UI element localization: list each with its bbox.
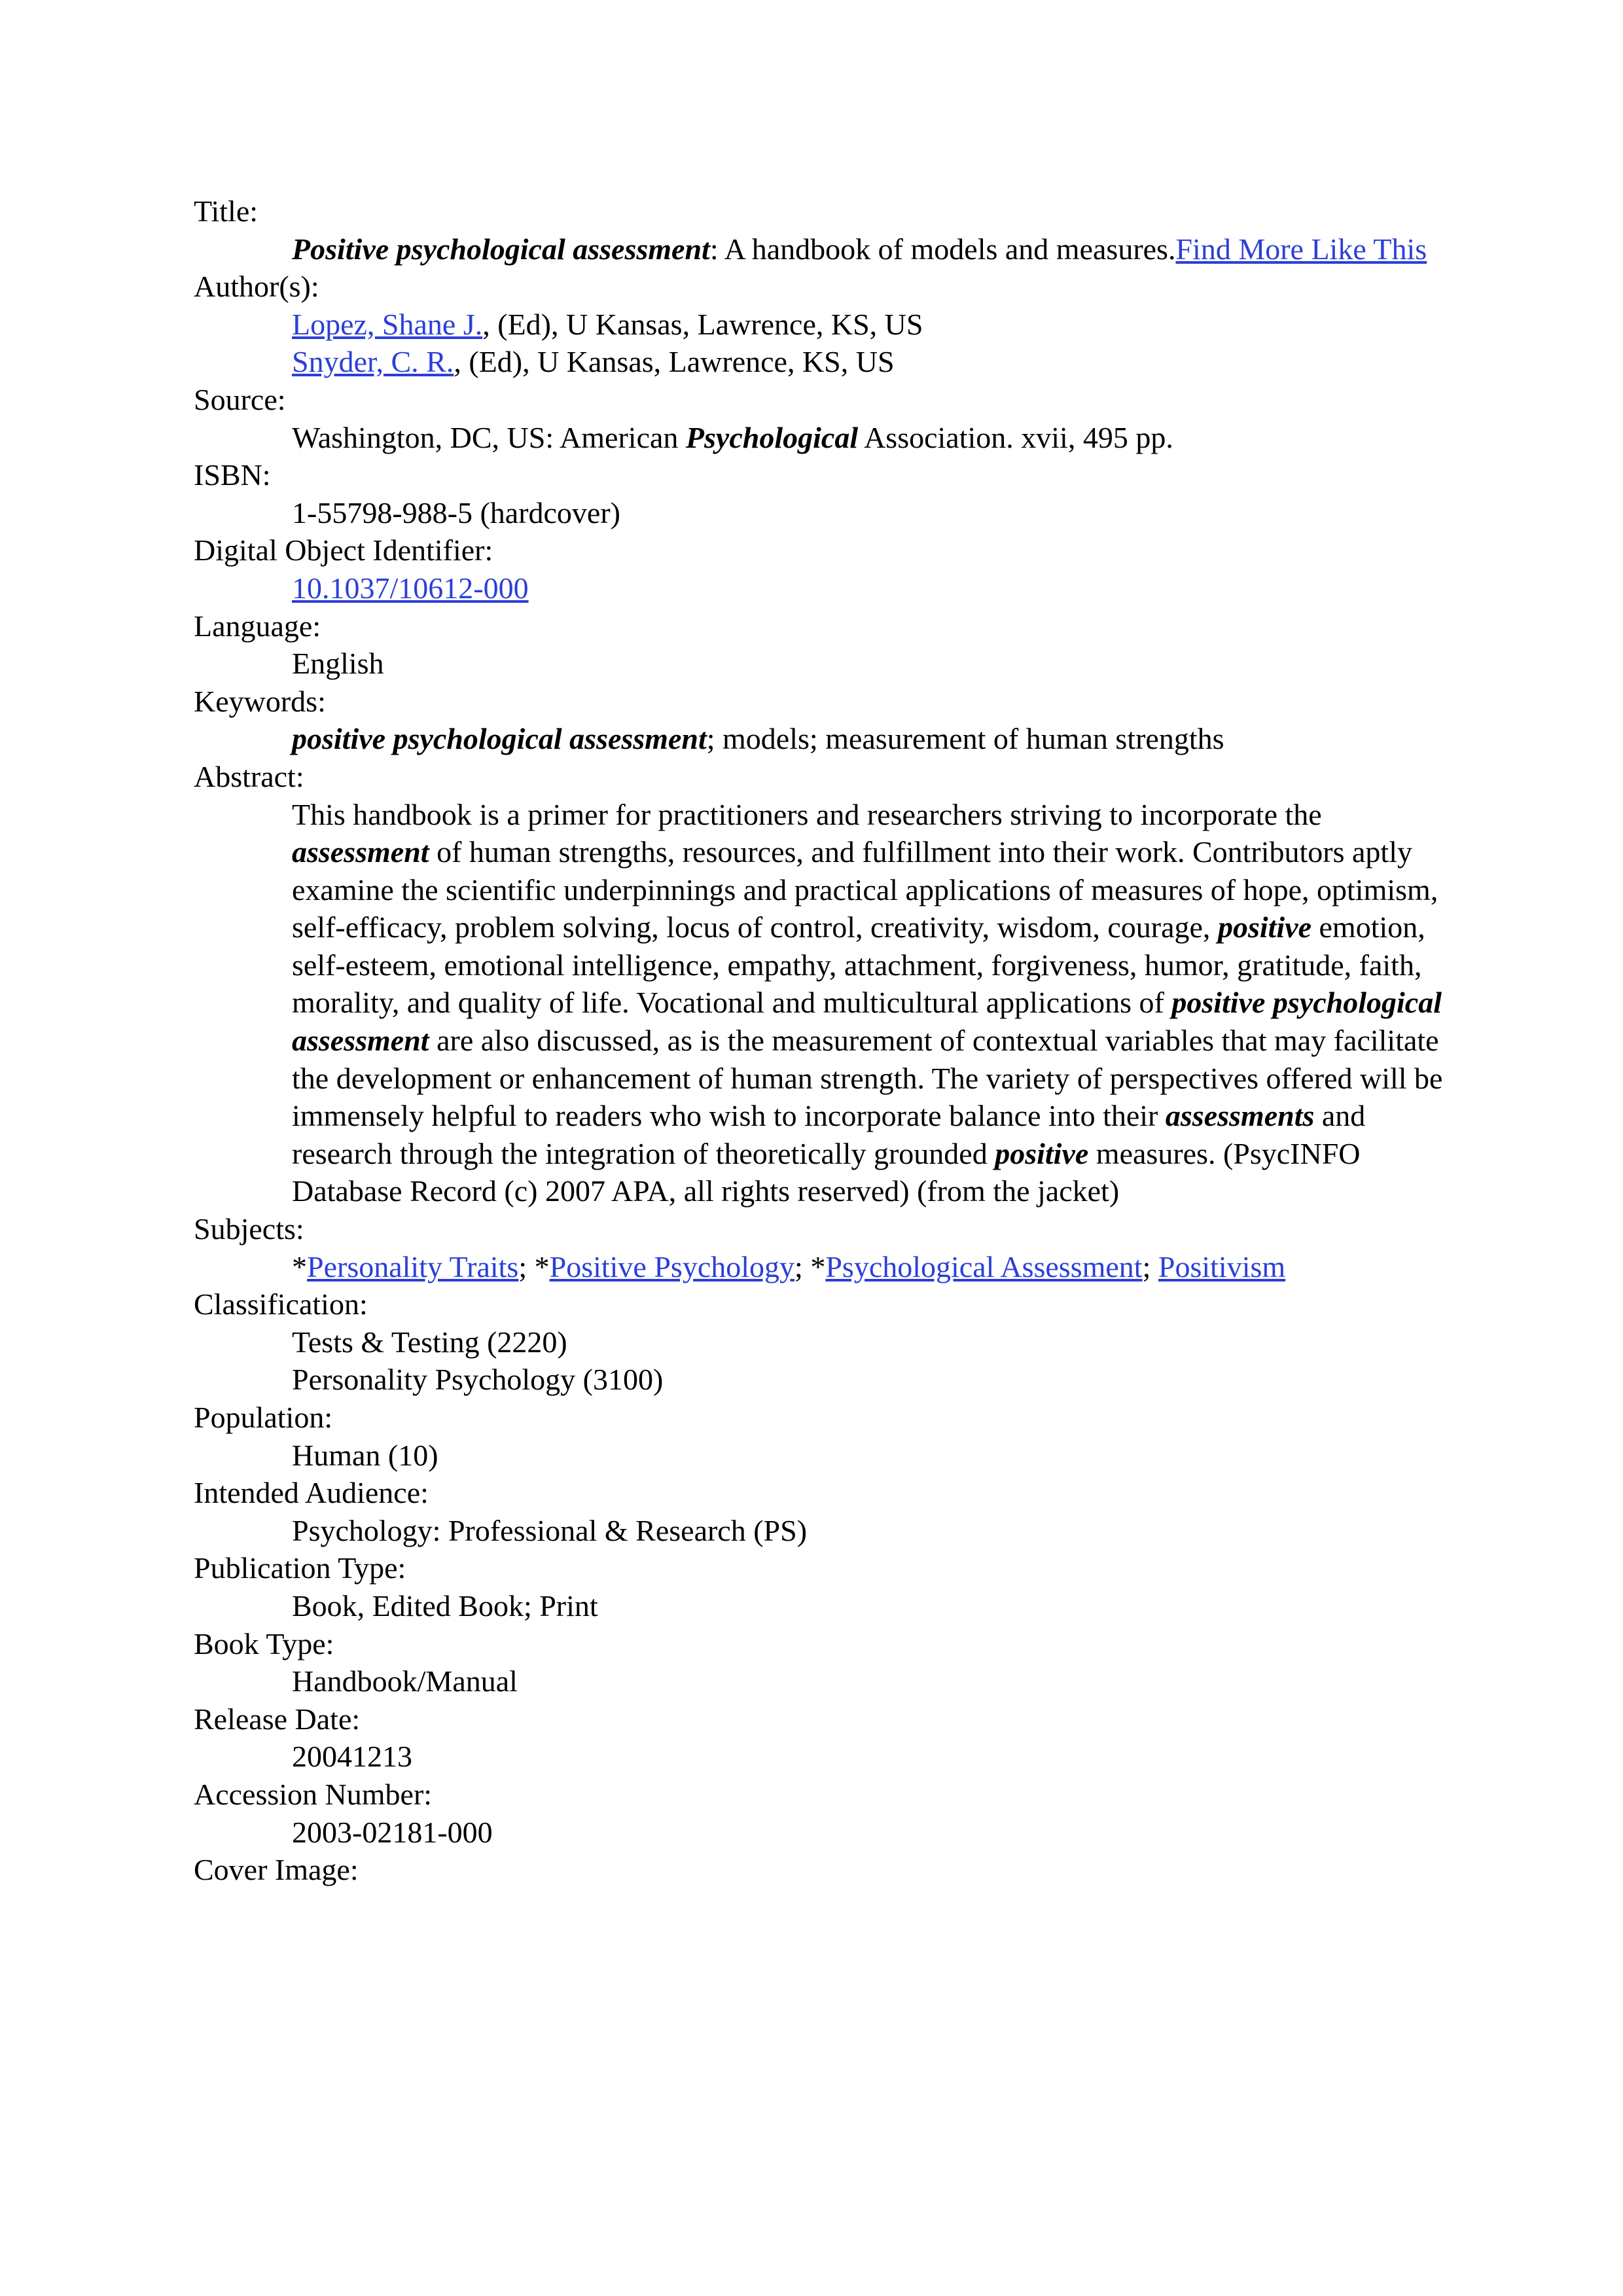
subjects-value [292,1248,1457,1286]
keywords-label: Keywords: [194,684,326,718]
abstract-text: This handbook is a primer for practitioners and researchers striving to incorporate the [292,797,1322,831]
abstract-text: emotion, self-esteem, emotional intelligence, empathy, attachment, forgiveness, humor, gratitude, faith, morality, and quality of life. Vocational and multicultural applications of [292,910,1425,1020]
subject-prefix: * [292,1249,307,1283]
title-label: Title: [194,194,259,228]
abstract-highlight: positive [1217,910,1312,944]
record-details [194,192,1457,1889]
author-entry [292,306,1457,344]
subjects-label: Subjects: [194,1212,304,1246]
population-label: Population: [194,1401,333,1434]
abstract-highlight: assessments [1165,1099,1315,1133]
author-link-lopez[interactable]: Lopez, Shane J. [292,307,483,341]
abstract-text: are also discussed, as is the measurement of contextual variables that may facilitate the development or enhancement of human strength. The variety of perspectives offered will be immensely helpful to readers who wish to incorporate balance into their [292,1024,1443,1133]
classification-label: Classification: [194,1287,368,1321]
source-highlight: Psychological [685,420,859,454]
find-more-like-this-link[interactable]: Find More Like This [1175,232,1427,266]
subject-link-personality-traits[interactable]: Personality Traits [307,1249,519,1283]
title-value [292,230,1457,268]
subject-separator: ; [518,1249,535,1283]
language-label: Language: [194,609,321,643]
subject-separator: ; [1142,1249,1158,1283]
author-affiliation: , (Ed), U Kansas, Lawrence, KS, US [482,307,923,341]
classification-value [292,1323,1457,1399]
abstract-highlight: positive psychological assessment [292,986,1442,1058]
publication-type-value: Book, Edited Book; Print [292,1588,598,1623]
abstract-text: of human strengths, resources, and fulfillment into their work. Contributors aptly examine the scientific underpinnings and practical applications of measures of hope, optimism, self-efficacy, problem solving, locus of control, creativity, wisdom, courage, [292,835,1438,944]
release-date-label: Release Date: [194,1702,361,1736]
book-type-value: Handbook/Manual [292,1664,518,1698]
abstract-highlight: positive [995,1136,1089,1170]
keywords-rest: ; models; measurement of human strengths [706,722,1224,756]
authors-value [292,306,1457,381]
subject-prefix: * [534,1249,550,1283]
release-date-value: 20041213 [292,1740,412,1774]
author-entry [292,343,1457,381]
subject-link-positivism[interactable]: Positivism [1158,1249,1286,1283]
language-value: English [292,647,384,681]
doi-label: Digital Object Identifier: [194,533,493,567]
abstract-label: Abstract: [194,759,304,793]
title-rest: : A handbook of models and measures. [709,232,1176,266]
book-type-label: Book Type: [194,1626,334,1660]
audience-value: Psychology: Professional & Research (PS) [292,1513,808,1547]
source-pre: Washington, DC, US: American [292,420,686,454]
isbn-label: ISBN: [194,458,271,492]
subject-link-psychological-assessment[interactable]: Psychological Assessment [825,1249,1143,1283]
abstract-value [292,796,1457,1211]
source-label: Source: [194,382,286,416]
source-value [292,419,1457,457]
accession-number-label: Accession Number: [194,1777,433,1811]
doi-link[interactable]: 10.1037/10612-000 [292,571,529,605]
abstract-text: measures. (PsycINFO Database Record (c) 2007 APA, all rights reserved) (from the jacket) [292,1136,1361,1208]
accession-number-value: 2003-02181-000 [292,1815,493,1849]
title-highlight: Positive psychological assessment [292,232,710,266]
cover-image-label: Cover Image: [194,1853,359,1887]
subject-prefix: * [810,1249,826,1283]
author-affiliation: , (Ed), U Kansas, Lawrence, KS, US [454,345,895,379]
audience-label: Intended Audience: [194,1476,429,1510]
isbn-value: 1-55798-988-5 (hardcover) [292,495,620,529]
population-value: Human (10) [292,1438,438,1472]
doi-value [292,569,1457,607]
classification-item: Tests & Testing (2220) [292,1325,567,1359]
publication-type-label: Publication Type: [194,1551,406,1585]
authors-label: Author(s): [194,270,319,304]
abstract-text: and research through the integration of theoretically grounded [292,1099,1366,1170]
source-post: Association. xvii, 495 pp. [858,420,1173,454]
abstract-highlight: assessment [292,835,429,869]
subject-separator: ; [794,1249,811,1283]
keywords-highlight: positive psychological assessment [292,722,707,756]
subject-link-positive-psychology[interactable]: Positive Psychology [549,1249,795,1283]
author-link-snyder[interactable]: Snyder, C. R. [292,345,454,379]
classification-item: Personality Psychology (3100) [292,1363,664,1397]
keywords-value [292,720,1457,758]
